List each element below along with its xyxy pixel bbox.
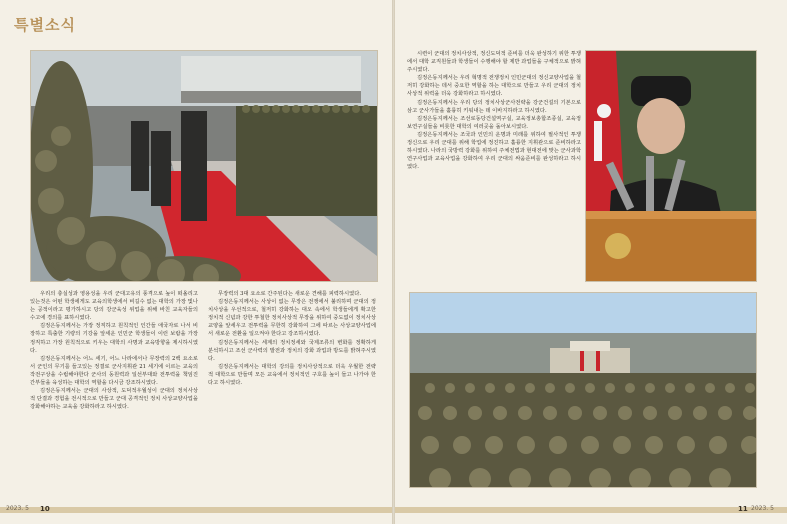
paragraph: 시련이 군대의 정치사상적, 정신도덕적 준비를 더욱 완성하기 위한 투쟁에서 대학 교직원들과 학생들이 수행해야 할 제반 과업들을 구체적으로 밝혀주시였다. bbox=[407, 51, 581, 74]
left-text-column-1 bbox=[30, 290, 198, 500]
paragraph: 김정은동지께서는 우리 혁명적 전쟁정치 인민군대의 정신교양사업을 철저히 강화하는 데서 중요한 역할을 하는 대학으로 만들고 우리 군대의 정치사상적 위력을 더욱 강화하라고 하시였다. bbox=[407, 75, 581, 98]
paragraph: 김정은동지께서는 가장 정직하고 원칙적인 인간들 애국자로 나서 비장하고 특출한 기량의 기강을 앞세운 인민군 학생들이 이런 보람을 가장 정직하고 가장 원칙적으로 키우는 대학의 사명과 교육방향을 제시하시였다. bbox=[30, 323, 198, 354]
right-text-column bbox=[407, 50, 581, 282]
photo-crowd-image bbox=[410, 293, 756, 487]
photo-crowd bbox=[409, 292, 757, 488]
paragraph: 우리의 충실성과 영용성을 우리 군대고유의 풍격으로 높이 떠올리고있는것은 어떤 학생에게도 교육의학생에서 비길수 없는 대학의 가장 빛나는 공적이라고 평가하시고 당의 강군육성 위업을 위해 바친 교육자들의 수고에 경의를 표하시였다. bbox=[30, 291, 198, 322]
paragraph: 김정은동지께서는 우리 당의 정치사상군사전략을 강군건설의 기본으로 삼고 군사가들을 훌륭히 키워내는 데 이바지하라고 하시였다. bbox=[407, 99, 581, 114]
footer-bar-left bbox=[0, 507, 392, 513]
photo-procession bbox=[30, 50, 378, 282]
section-title: 특별소식 bbox=[14, 16, 76, 34]
page-number-left: 10 bbox=[40, 505, 50, 513]
paragraph: 김정은동지께서는 군대의 사상적, 도덕적우월성이 군대의 정치사상적 단결과 경험을 전시적으로 만들고 군대 공격적인 정치 사상교양사업을 강화해야하는 교육을 강화하라고 하시였다. bbox=[30, 388, 198, 411]
page-number-right: 11 bbox=[738, 505, 748, 513]
paragraph: 김정은동지께서는 대학의 강의를 정치사상적으로 더욱 우월한 전략적 대학으로 만들며 모든 교육에서 정치적인 구호를 높이 들고 나가야 한다고 하시였다. bbox=[208, 363, 376, 387]
paragraph: 무장력의 3대 요소로 간주된다는 새로운 견해를 피력하시였다. bbox=[218, 291, 362, 297]
photo-procession-image bbox=[31, 51, 377, 281]
photo-speaker-image bbox=[586, 51, 756, 281]
left-text-column-2 bbox=[208, 290, 376, 500]
paragraph: 김정은동지께서는 조국과 인민의 운명과 미래를 위하여 필사적인 투쟁정신으로 우리 군대를 위해 학업에 정진하고 훌륭한 지휘관으로 준비하라고 하시였다. 나라의 국방력 강화를 위하여 주체전법과 현대전에 맞는 군사과학 연구사업과 교육사업을 강화하여 우리 군대의 싸움준비를 완성하라고 하시였다. bbox=[407, 131, 581, 171]
left-page bbox=[0, 0, 392, 524]
photo-speaker bbox=[585, 50, 757, 282]
footer-bar-right bbox=[395, 507, 787, 513]
paragraph: 김정은동지께서는 조선로동당건설역구실, 교육정보총합조종실, 교육정보연구실들을 비롯한 대학의 여러곳을 돌아보시였다. bbox=[407, 115, 581, 130]
footer-year-left: 2023. 5 bbox=[6, 505, 29, 512]
paragraph: 김정은동지께서는 세계의 정치정세와 국제조류의 변화를 정확하게 분석하시고 조선 군사력의 발전과 정치의 강화 과업과 방도를 밝혀주시였다. bbox=[208, 339, 376, 362]
footer-year-right: 2023. 5 bbox=[751, 505, 774, 512]
paragraph: 김정은동지께서는 어느 세기, 어느 나라에서나 무장력의 2백 요소로서 군인의 무기를 들고있는 정결로 군사지휘관 21 세기에 이르는 교육의 작전구상을 수립해야한다 군사의 동원력과 일선부대와 전투력을 책임진 간부들을 육성하는 대학의 역할을 다시금 강조하시였다. bbox=[30, 355, 198, 387]
paragraph: 김정은동지께서는 사상이 없는 무장은 전쟁에서 불리하며 군대의 정치사상을 우선적으로, 철저히 강화하는 대오 속에서 학생들에게 확고한 정치적 신념과 강한 투철한 정치사상적 무장을 위하여 중도없이 정치사상교양을 앞세우고 전투력을 무한히 강화하여 그에 따르는 사상교양사업에서 새로운 전환을 일으켜야 한다고 강조하시였다. bbox=[208, 299, 376, 338]
right-page bbox=[395, 0, 787, 524]
